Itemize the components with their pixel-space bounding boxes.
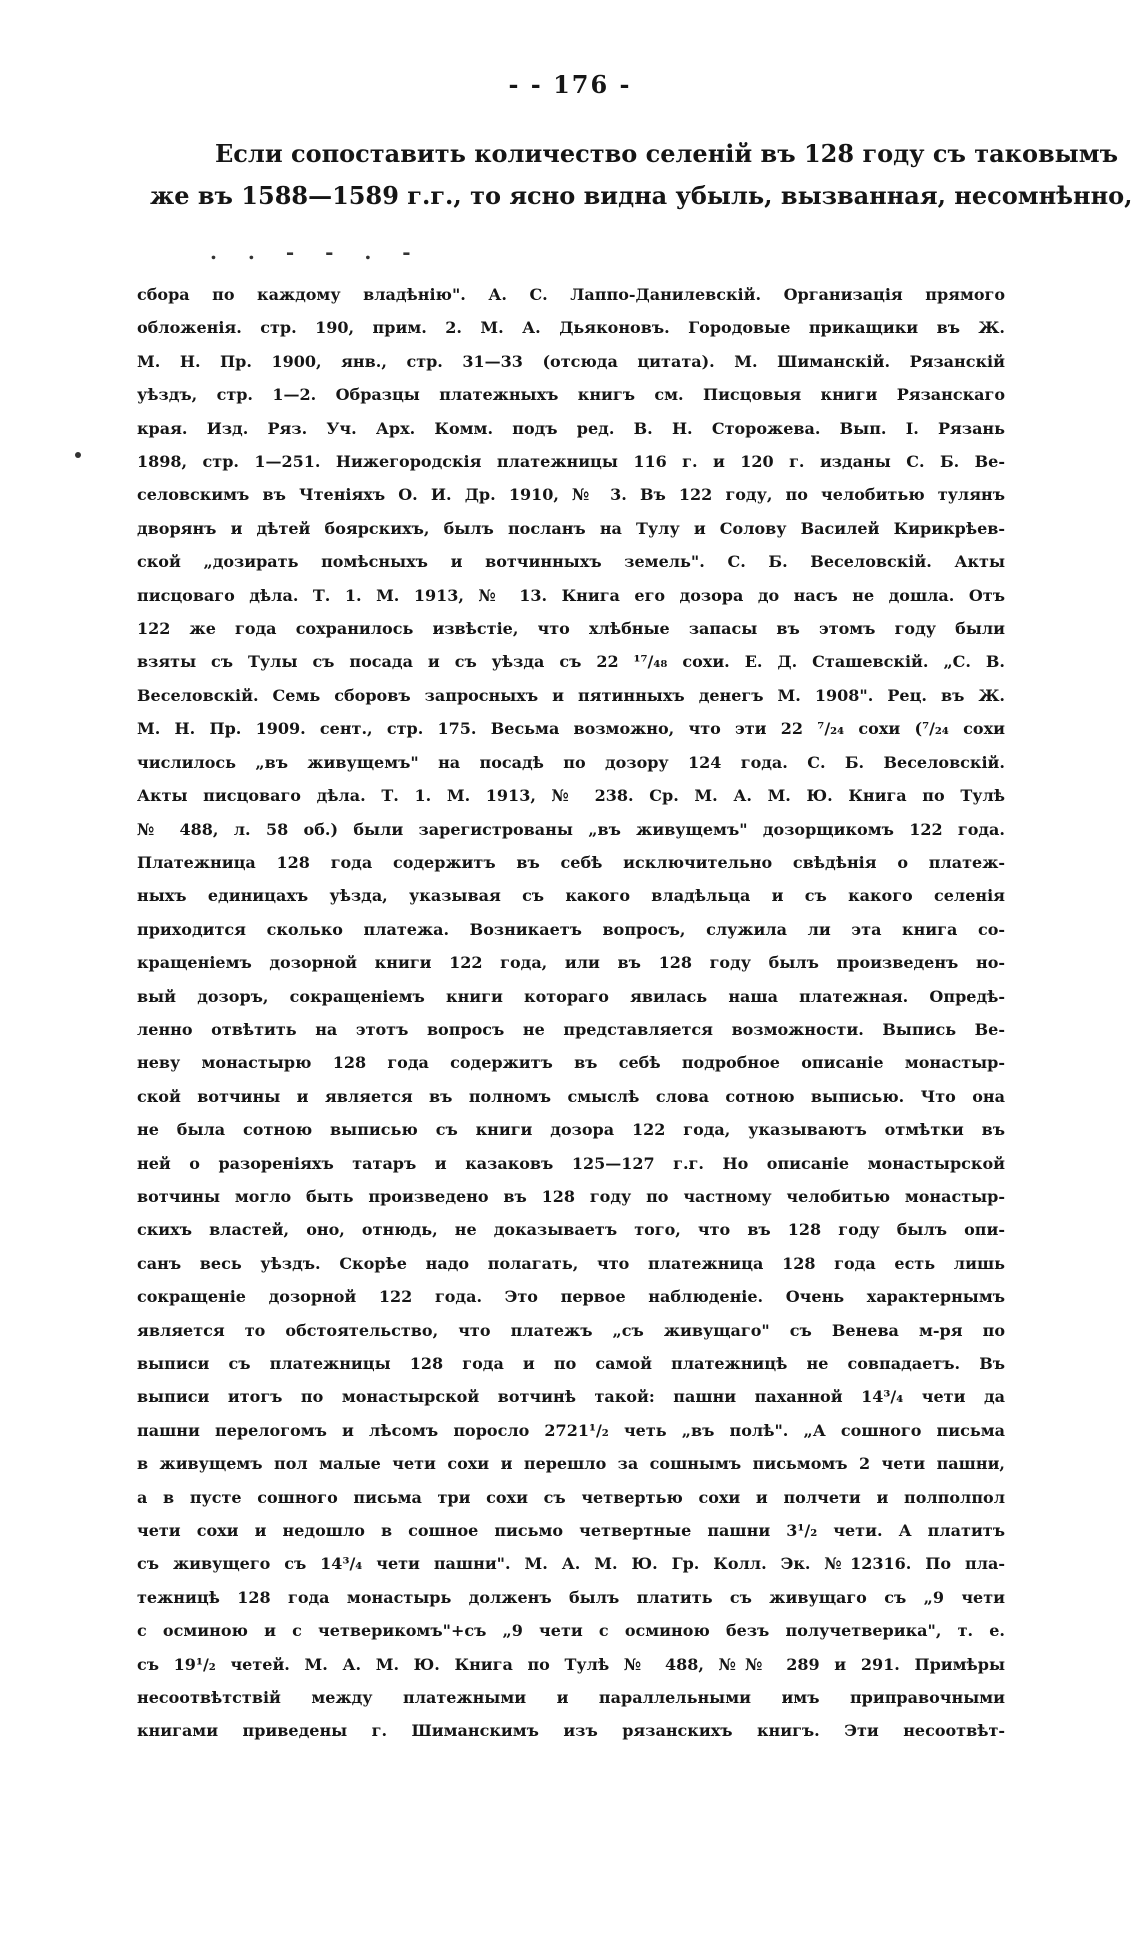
footnote-line: числилось „въ живущемъ" на посадѣ по дозору 124 года. С. Б. Веселовскій. [137, 752, 1005, 772]
footnote-line: книгами приведены г. Шиманскимъ изъ рязанскихъ книгъ. Эти несоотвѣт- [137, 1721, 1005, 1741]
footnote-line: обложенія. стр. 190, прим. 2. М. А. Дьяконовъ. Городовые прикащики въ Ж. [137, 318, 1005, 338]
footnote-line: сокращеніе дозорной 122 года. Это первое наблюденіе. Очень характернымъ [137, 1287, 1005, 1307]
footnote-line: дворянъ и дѣтей боярскихъ, былъ посланъ на Тулу и Солову Василей Кирикрѣев- [137, 518, 1005, 538]
footnote-line: приходится сколько платежа. Возникаетъ вопросъ, служила ли эта книга со- [137, 919, 1005, 939]
footnote-line: Акты писцоваго дѣла. Т. 1. М. 1913, № 238. Ср. М. А. М. Ю. Книга по Тулѣ [137, 786, 1005, 806]
footnote-line: съ 19¹/₂ четей. М. А. М. Ю. Книга по Тулѣ № 488, №№ 289 и 291. Примѣры [137, 1654, 1005, 1674]
footnote-line: является то обстоятельство, что платежъ „съ живущаго" съ Венева м-ря по [137, 1320, 1005, 1340]
footnote-line: несоотвѣтствій между платежными и параллельными имъ приправочными [137, 1688, 1005, 1708]
body-text [150, 133, 1133, 217]
footnote-line: ленно отвѣтить на этотъ вопросъ не представляется возможности. Выпись Ве- [137, 1019, 1005, 1039]
footnote-line: ской „дозирать помѣсныхъ и вотчинныхъ земель". С. Б. Веселовскій. Акты [137, 552, 1005, 572]
footnote-line: писцоваго дѣла. Т. 1. М. 1913, № 13. Книга его дозора до насъ не дошла. Отъ [137, 585, 1005, 605]
footnote-line: 122 же года сохранилось извѣстіе, что хлѣбные запасы въ этомъ году были [137, 619, 1005, 639]
footnote-line: кращеніемъ дозорной книги 122 года, или въ 128 году былъ произведенъ но- [137, 953, 1005, 973]
footnote-line: вотчины могло быть произведено въ 128 году по частному челобитью монастыр- [137, 1186, 1005, 1206]
footnote-line: № 488, л. 58 об.) были зарегистрованы „въ живущемъ" дозорщикомъ 122 года. [137, 819, 1005, 839]
footnote-line: съ живущего съ 14³/₄ чети пашни". М. А. М. Ю. Гр. Колл. Эк. №12316. По пла- [137, 1554, 1005, 1574]
page-number: - - 176 - [508, 70, 632, 99]
margin-mark [75, 452, 81, 458]
footnote-line: пашни перелогомъ и лѣсомъ поросло 2721¹/₂ четь „въ полѣ". „А сошного письма [137, 1420, 1005, 1440]
footnote-line: М. Н. Пр. 1900, янв., стр. 31—33 (отсюда цитата). М. Шиманскій. Рязанскій [137, 351, 1005, 371]
footnote-line: выписи съ платежницы 128 года и по самой платежницѣ не совпадаетъ. Въ [137, 1354, 1005, 1373]
footnote-line: ней о разореніяхъ татаръ и казаковъ 125—127 г.г. Но описаніе монастырской [137, 1153, 1005, 1173]
footnote-line: тежницѣ 128 года монастырь долженъ былъ платить съ живущаго съ „9 чети [137, 1587, 1005, 1607]
footnote-line: чети сохи и недошло в сошное письмо четвертные пашни 3¹/₂ чети. А платитъ [137, 1521, 1005, 1541]
footnote-line: селовскимъ въ Чтеніяхъ О. И. Др. 1910, № 3. Въ 122 году, по челобитью тулянъ [137, 485, 1005, 505]
footnote-line: вый дозоръ, сокращеніемъ книги котораго явилась наша платежная. Опредѣ- [137, 986, 1005, 1006]
footnote-line: выписи итогъ по монастырской вотчинѣ такой: пашни паханной 14³/₄ чети да [137, 1387, 1005, 1407]
footnote-line: санъ весь уѣздъ. Скорѣе надо полагать, что платежница 128 года есть лишь [137, 1253, 1005, 1273]
footnote-line: скихъ властей, оно, отнюдь, не доказываетъ того, что въ 128 году былъ опи- [137, 1220, 1005, 1240]
footnote-line: ской вотчины и является въ полномъ смыслѣ слова сотною выписью. Что она [137, 1086, 1005, 1106]
footnote-line: уѣздъ, стр. 1—2. Образцы платежныхъ книгъ см. Писцовыя книги Рязанскаго [137, 385, 1005, 405]
footnote-line: не была сотною выписью съ книги дозора 122 года, указываютъ отмѣтки въ [137, 1120, 1005, 1140]
separator-marks: . . - - . - [210, 240, 423, 264]
footnote-line: в живущемъ пол малые чети сохи и перешло за сошнымъ письмомъ 2 чети пашни, [137, 1454, 1005, 1474]
footnote-line: Веселовскій. Семь сборовъ запросныхъ и пятинныхъ денегъ М. 1908". Рец. въ Ж. [137, 685, 1005, 705]
footnote-line: Платежница 128 года содержитъ въ себѣ исключительно свѣдѣнія о платеж- [137, 852, 1005, 872]
footnote-line: с осминою и с четверикомъ"+съ „9 чети с осминою безъ получетверика", т. е. [137, 1621, 1005, 1641]
body-line: Если сопоставить количество селеній въ 128 году съ таковымъ [215, 139, 1118, 168]
footnote-line: края. Изд. Ряз. Уч. Арх. Комм. подъ ред. В. Н. Сторожева. Вып. I. Рязань [137, 418, 1005, 438]
footnote-line: 1898, стр. 1—251. Нижегородскія платежницы 116 г. и 120 г. изданы С. Б. Ве- [137, 452, 1005, 472]
footnote-line: сбора по каждому владѣнію". А. С. Лаппо-Данилевскій. Организація прямого [137, 285, 1005, 304]
footnote [137, 278, 1005, 1748]
footnote-line: взяты съ Тулы съ посада и съ уѣзда съ 22 ¹⁷/₄₈ сохи. Е. Д. Сташевскій. „С. В. [137, 652, 1005, 672]
body-line: же въ 1588—1589 г.г., то ясно видна убыль, вызванная, несомнѣнно, [150, 181, 1133, 210]
footnote-line: неву монастырю 128 года содержитъ въ себѣ подробное описаніе монастыр- [137, 1053, 1005, 1073]
footnote-line: М. Н. Пр. 1909. сент., стр. 175. Весьма возможно, что эти 22 ⁷/₂₄ сохи (⁷/₂₄ сохи [137, 719, 1005, 739]
footnote-line: а в пусте сошного письма три сохи съ четвертью сохи и полчети и полполпол [137, 1487, 1005, 1507]
footnote-line: ныхъ единицахъ уѣзда, указывая съ какого владѣльца и съ какого селенія [137, 886, 1005, 906]
